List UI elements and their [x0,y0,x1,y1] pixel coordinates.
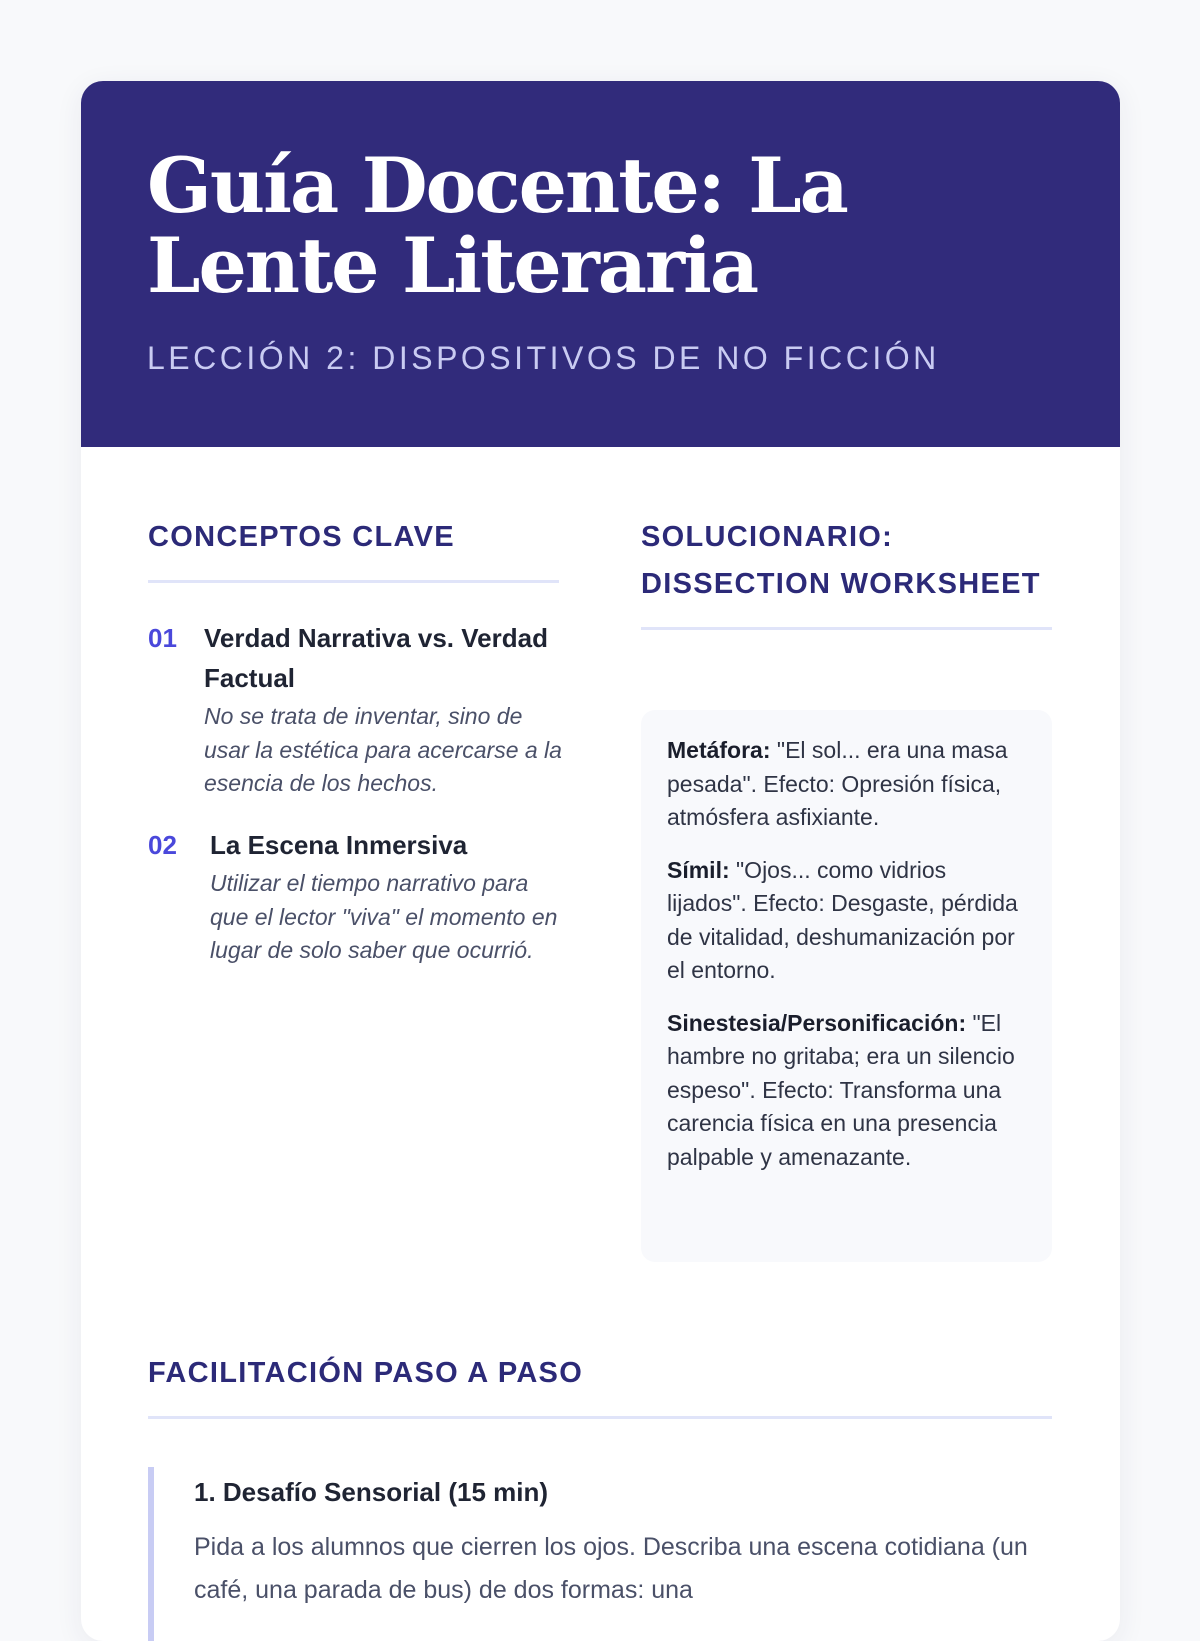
answer-term: Sinestesia/Personificación: [667,1009,967,1036]
concept-body [210,825,568,968]
concept-description: No se trata de inventar, sino de usar la estética para acercarse a la esencia de los hechos. [204,703,562,796]
answer-item [667,854,1026,988]
key-concepts-heading: CONCEPTOS CLAVE [148,514,559,583]
concept-number: 01 [148,623,177,653]
answer-key-heading: SOLUCIONARIO: DISSECTION WORKSHEET [641,514,1052,630]
page-header [81,81,1120,447]
step-title: 1. Desafío Sensorial (15 min) [194,1477,549,1507]
concept-title: Verdad Narrativa vs. Verdad Factual [204,623,548,693]
concept-body [204,618,568,801]
answer-term: Metáfora: [667,737,771,763]
answer-text: "El sol... era una masa pesada". Efecto: Opresión física, atmósfera asfixiante. [667,737,1008,830]
concept-item [148,618,568,801]
answer-text: "El hambre no gritaba; era un silencio espeso". Efecto: Transforma una carencia física en una presencia palpable y amenazante. [667,1009,1015,1170]
step-text: Pida a los alumnos que cierren los ojos. Describa una escena cotidiana (un café, una parada de bus) de dos formas: una [194,1533,1028,1604]
answer-item [667,1007,1026,1175]
guide-card [81,81,1120,1641]
concept-item [148,825,568,968]
concept-title: La Escena Inmersiva [210,830,468,860]
page-title: Guía Docente: La Lente Literaria [147,141,847,310]
facilitation-step [148,1467,1052,1641]
answer-term: Símil: [667,856,730,883]
lesson-subtitle: LECCIÓN 2: DISPOSITIVOS DE NO FICCIÓN [147,340,940,376]
answer-key-box [641,710,1052,1262]
answer-item [667,734,1026,835]
concept-number: 02 [148,830,177,860]
concept-description: Utilizar el tiempo narrativo para que el lector "viva" el momento en lugar de solo saber que ocurrió. [210,870,558,963]
facilitation-heading: FACILITACIÓN PASO A PASO [148,1350,1052,1419]
answer-text: "Ojos... como vidrios lijados". Efecto: Desgaste, pérdida de vitalidad, deshumanización por el entorno. [667,856,1018,983]
